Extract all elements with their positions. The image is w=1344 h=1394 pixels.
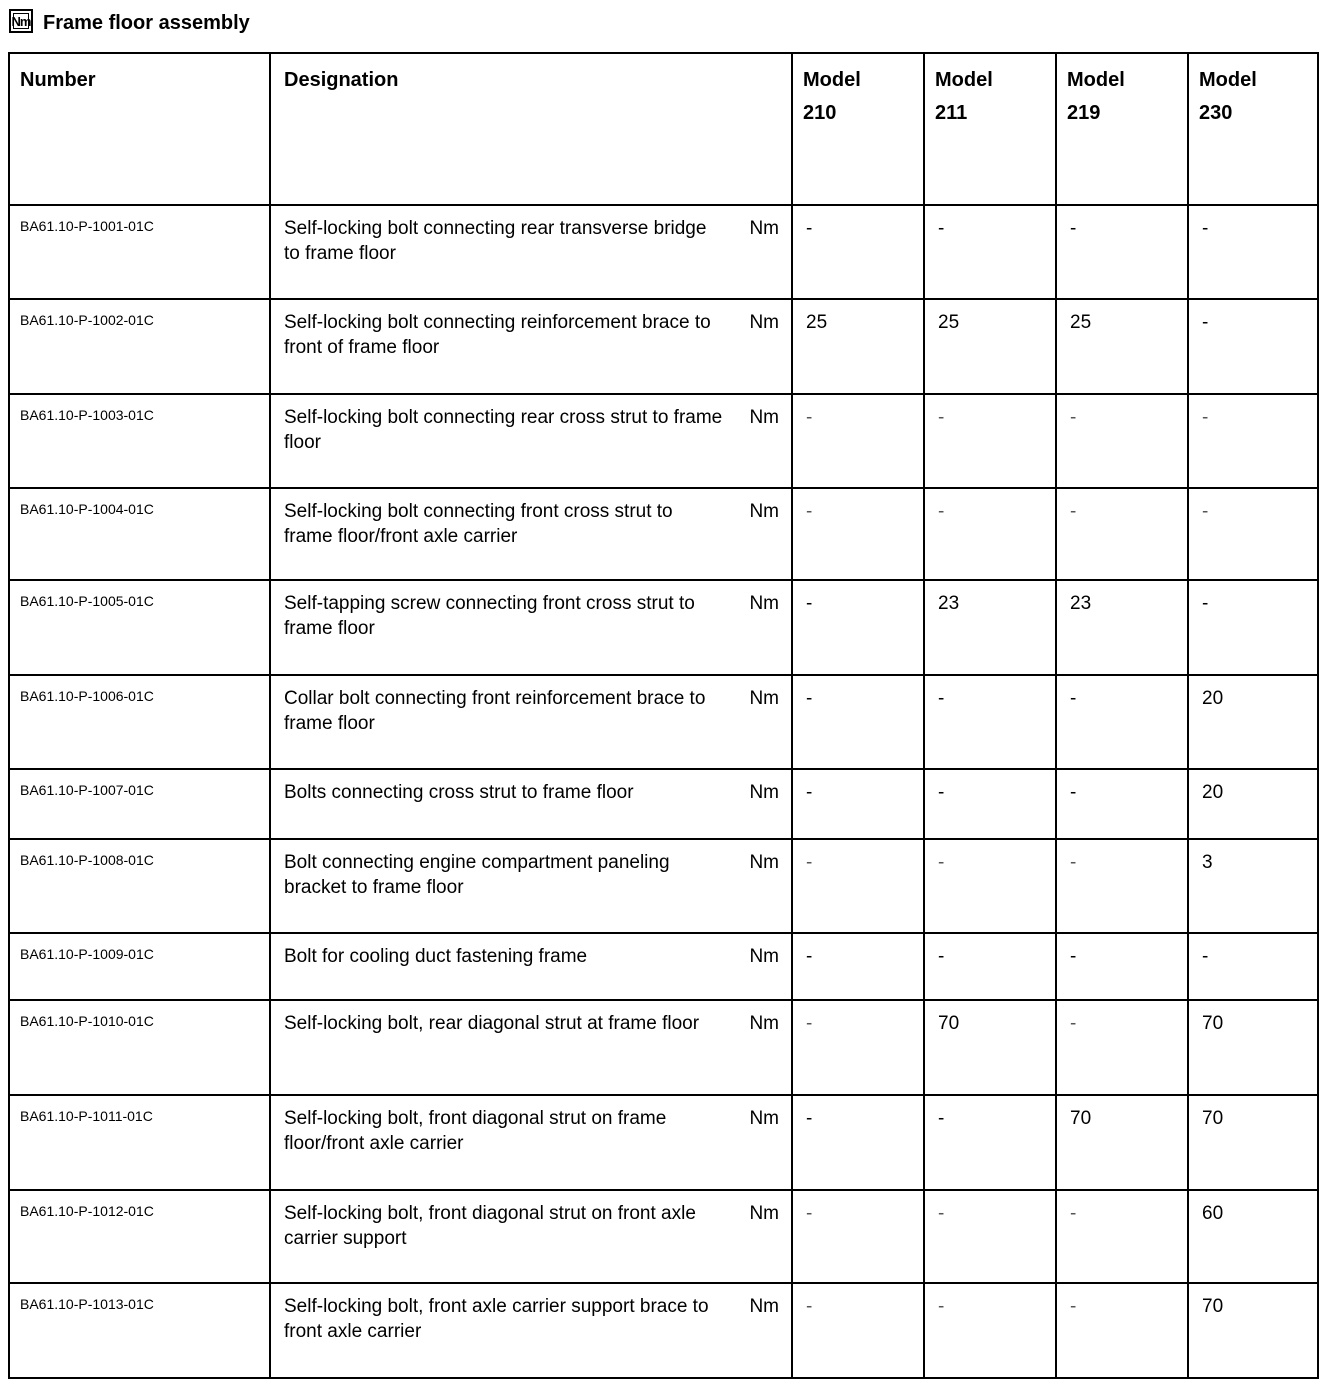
row-torque-value: - xyxy=(792,580,924,675)
row-designation: Bolts connecting cross strut to frame floor xyxy=(284,782,634,803)
row-torque-value: - xyxy=(1188,299,1318,394)
row-torque-value: - xyxy=(792,675,924,769)
table-row xyxy=(9,488,1318,580)
row-torque-value: - xyxy=(924,933,1056,1000)
table-row xyxy=(9,675,1318,769)
row-unit: Nm xyxy=(749,1203,779,1224)
row-designation-cell xyxy=(270,769,792,839)
table-body xyxy=(9,205,1318,1378)
row-designation: Bolt for cooling duct fastening frame xyxy=(284,946,588,967)
row-unit: Nm xyxy=(749,1296,779,1317)
row-torque-value: 20 xyxy=(1188,675,1318,769)
row-unit: Nm xyxy=(749,1013,779,1034)
row-torque-value: 23 xyxy=(1056,580,1188,675)
row-unit: Nm xyxy=(749,852,779,873)
row-torque-value: - xyxy=(924,205,1056,299)
row-number: BA61.10-P-1004-01C xyxy=(9,488,270,580)
row-unit: Nm xyxy=(749,593,779,614)
row-designation-cell xyxy=(270,1095,792,1190)
row-number: BA61.10-P-1012-01C xyxy=(9,1190,270,1283)
row-torque-value: - xyxy=(1056,933,1188,1000)
row-designation-cell xyxy=(270,394,792,488)
row-torque-value: - xyxy=(924,394,1056,488)
table-row xyxy=(9,1000,1318,1095)
row-designation-cell xyxy=(270,933,792,1000)
row-torque-value: - xyxy=(924,675,1056,769)
row-torque-value: - xyxy=(792,1095,924,1190)
row-designation: Bolt connecting engine compartment paneling bracket to frame floor xyxy=(284,852,670,898)
row-torque-value: 23 xyxy=(924,580,1056,675)
row-number: BA61.10-P-1013-01C xyxy=(9,1283,270,1378)
row-torque-value: 70 xyxy=(1188,1000,1318,1095)
table-row xyxy=(9,1190,1318,1283)
row-torque-value: - xyxy=(792,839,924,933)
row-torque-value: - xyxy=(1188,933,1318,1000)
row-torque-value: - xyxy=(1056,1000,1188,1095)
column-header-model: Model 219 xyxy=(1056,53,1188,205)
row-torque-value: 70 xyxy=(1188,1283,1318,1378)
row-torque-value: - xyxy=(1056,394,1188,488)
row-torque-value: - xyxy=(1188,205,1318,299)
row-designation: Self-locking bolt connecting front cross strut to frame floor/front axle carrier xyxy=(284,501,673,547)
row-torque-value: - xyxy=(1188,394,1318,488)
row-unit: Nm xyxy=(749,407,779,428)
row-torque-value: - xyxy=(1056,769,1188,839)
row-torque-value: - xyxy=(792,769,924,839)
page-title: Frame floor assembly xyxy=(43,11,250,34)
row-torque-value: - xyxy=(1056,1190,1188,1283)
row-designation: Self-locking bolt, front diagonal strut on front axle carrier support xyxy=(284,1203,696,1249)
row-torque-value: - xyxy=(792,1283,924,1378)
row-torque-value: - xyxy=(792,1190,924,1283)
row-unit: Nm xyxy=(749,946,779,967)
row-number: BA61.10-P-1008-01C xyxy=(9,839,270,933)
table-row xyxy=(9,299,1318,394)
row-torque-value: - xyxy=(924,839,1056,933)
row-designation: Self-locking bolt, rear diagonal strut at frame floor xyxy=(284,1013,700,1034)
row-torque-value: - xyxy=(792,394,924,488)
row-torque-value: - xyxy=(1056,1283,1188,1378)
row-designation-cell xyxy=(270,1283,792,1378)
row-number: BA61.10-P-1011-01C xyxy=(9,1095,270,1190)
row-number: BA61.10-P-1005-01C xyxy=(9,580,270,675)
row-number: BA61.10-P-1009-01C xyxy=(9,933,270,1000)
column-header-model: Model 210 xyxy=(792,53,924,205)
row-torque-value: - xyxy=(924,1283,1056,1378)
row-unit: Nm xyxy=(749,312,779,333)
row-designation-cell xyxy=(270,488,792,580)
row-torque-value: 3 xyxy=(1188,839,1318,933)
row-torque-value: - xyxy=(1188,580,1318,675)
row-designation: Self-tapping screw connecting front cross strut to frame floor xyxy=(284,593,695,639)
row-torque-value: - xyxy=(792,933,924,1000)
row-unit: Nm xyxy=(749,782,779,803)
row-designation-cell xyxy=(270,1190,792,1283)
page-header xyxy=(9,9,250,37)
row-torque-value: 60 xyxy=(1188,1190,1318,1283)
row-designation-cell xyxy=(270,580,792,675)
row-torque-value: - xyxy=(1056,205,1188,299)
column-header-model: Model 211 xyxy=(924,53,1056,205)
table-row xyxy=(9,394,1318,488)
row-torque-value: 70 xyxy=(1056,1095,1188,1190)
row-torque-value: - xyxy=(1056,839,1188,933)
row-torque-value: - xyxy=(1056,488,1188,580)
row-torque-value: - xyxy=(924,1190,1056,1283)
row-designation-cell xyxy=(270,675,792,769)
row-torque-value: - xyxy=(792,205,924,299)
row-number: BA61.10-P-1002-01C xyxy=(9,299,270,394)
row-torque-value: 25 xyxy=(792,299,924,394)
table-row xyxy=(9,1283,1318,1378)
row-torque-value: - xyxy=(1188,488,1318,580)
row-torque-value: 25 xyxy=(924,299,1056,394)
column-header-designation: Designation xyxy=(270,53,792,205)
row-torque-value: 70 xyxy=(924,1000,1056,1095)
row-designation: Self-locking bolt connecting rear transverse bridge to frame floor xyxy=(284,218,707,264)
row-unit: Nm xyxy=(749,688,779,709)
table-row xyxy=(9,580,1318,675)
table-row xyxy=(9,933,1318,1000)
row-designation: Self-locking bolt, front diagonal strut on frame floor/front axle carrier xyxy=(284,1108,667,1154)
column-header-number: Number xyxy=(9,53,270,205)
row-designation-cell xyxy=(270,299,792,394)
table-row xyxy=(9,1095,1318,1190)
row-designation: Self-locking bolt, front axle carrier support brace to front axle carrier xyxy=(284,1296,709,1342)
row-number: BA61.10-P-1006-01C xyxy=(9,675,270,769)
torque-table xyxy=(8,52,1319,1379)
row-unit: Nm xyxy=(749,501,779,522)
row-designation: Self-locking bolt connecting rear cross strut to frame floor xyxy=(284,407,723,453)
row-torque-value: 70 xyxy=(1188,1095,1318,1190)
row-designation: Collar bolt connecting front reinforcement brace to frame floor xyxy=(284,688,706,734)
table-row xyxy=(9,839,1318,933)
row-number: BA61.10-P-1001-01C xyxy=(9,205,270,299)
table-header-row xyxy=(9,53,1318,205)
row-number: BA61.10-P-1010-01C xyxy=(9,1000,270,1095)
row-designation-cell xyxy=(270,205,792,299)
row-torque-value: 20 xyxy=(1188,769,1318,839)
row-number: BA61.10-P-1003-01C xyxy=(9,394,270,488)
table-row xyxy=(9,205,1318,299)
row-torque-value: - xyxy=(924,488,1056,580)
torque-nm-icon: Nm xyxy=(9,9,33,33)
row-designation: Self-locking bolt connecting reinforcement brace to front of frame floor xyxy=(284,312,711,358)
row-torque-value: 25 xyxy=(1056,299,1188,394)
row-unit: Nm xyxy=(749,218,779,239)
row-designation-cell xyxy=(270,1000,792,1095)
row-torque-value: - xyxy=(792,1000,924,1095)
row-torque-value: - xyxy=(924,1095,1056,1190)
row-number: BA61.10-P-1007-01C xyxy=(9,769,270,839)
row-unit: Nm xyxy=(749,1108,779,1129)
table-row xyxy=(9,769,1318,839)
row-torque-value: - xyxy=(1056,675,1188,769)
column-header-model: Model 230 xyxy=(1188,53,1318,205)
row-designation-cell xyxy=(270,839,792,933)
row-torque-value: - xyxy=(792,488,924,580)
row-torque-value: - xyxy=(924,769,1056,839)
